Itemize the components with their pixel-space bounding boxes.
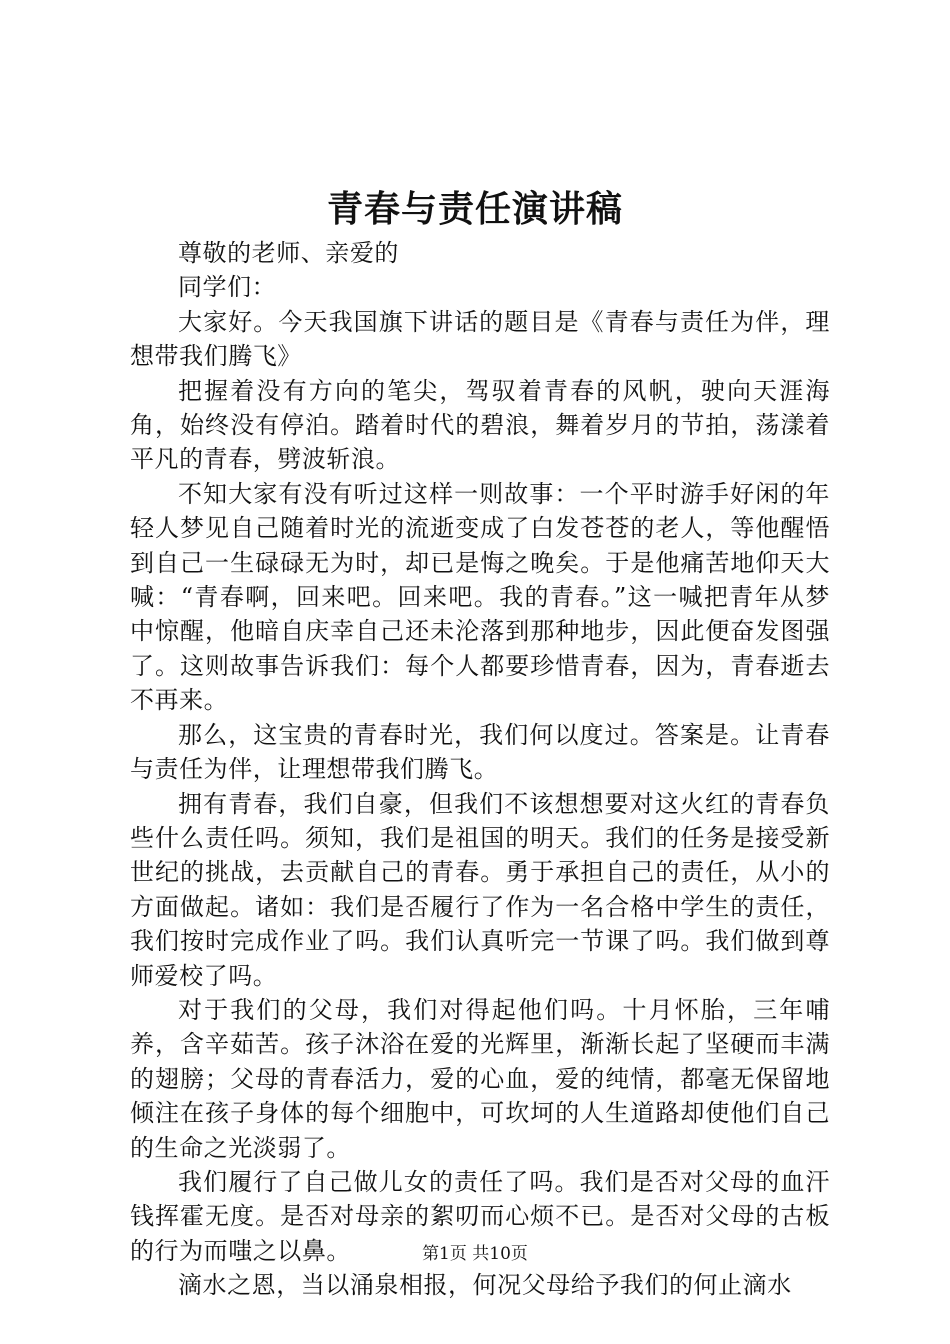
paragraph: 拥有青春，我们自豪，但我们不该想想要对这火红的青春负些什么责任吗。须知，我们是祖国的明天。我们的任务是接受新世纪的挑战，去贡献自己的青春。勇于承担自己的责任，从小的方面做起。诸如：我们是否履行了作为一名合格中学生的责任，我们按时完成作业了吗。我们认真听完一节课了吗。我们做到尊师爱校了吗。 (130, 789, 830, 990)
paragraph: 尊敬的老师、亲爱的 (178, 239, 399, 267)
document-body (130, 236, 830, 1303)
paragraph: 不知大家有没有听过这样一则故事：一个平时游手好闲的年轻人梦见自己随着时光的流逝变成了白发苍苍的老人，等他醒悟到自己一生碌碌无为时，却已是悔之晚矣。于是他痛苦地仰天大喊：“青春啊，回来吧。回来吧。我的青春。”这一喊把青年从梦中惊醒，他暗自庆幸自己还未沦落到那种地步，因此便奋发图强了。这则故事告诉我们：每个人都要珍惜青春，因为，青春逝去不再来。 (130, 479, 830, 715)
paragraph: 对于我们的父母，我们对得起他们吗。十月怀胎，三年哺养，含辛茹苦。孩子沐浴在爱的光辉里，渐渐长起了坚硬而丰满的翅膀；父母的青春活力，爱的心血，爱的纯情，都毫无保留地倾注在孩子身体的每个细胞中，可坎坷的人生道路却使他们自己的生命之光淡弱了。 (130, 995, 830, 1162)
paragraph: 那么，这宝贵的青春时光，我们何以度过。答案是。让青春与责任为伴，让理想带我们腾飞。 (130, 720, 830, 784)
paragraph: 我们履行了自己做儿女的责任了吗。我们是否对父母的血汗钱挥霍无度。是否对母亲的絮叨而心烦不已。是否对父母的古板的行为而嗤之以鼻。 (130, 1167, 830, 1265)
paragraph: 滴水之恩，当以涌泉相报，何况父母给予我们的何止滴水 (178, 1271, 792, 1300)
paragraph: 同学们： (178, 273, 277, 302)
document-title: 青春与责任演讲稿 (326, 188, 623, 230)
paragraph: 把握着没有方向的笔尖，驾驭着青春的风帆，驶向天涯海角，始终没有停泊。踏着时代的碧浪，舞着岁月的节拍，荡漾着平凡的青春，劈波斩浪。 (130, 376, 830, 474)
paragraph: 大家好。今天我国旗下讲话的题目是《青春与责任为伴，理想带我们腾飞》 (130, 307, 830, 371)
page-number-footer: 第1页 共10页 (422, 1244, 528, 1264)
